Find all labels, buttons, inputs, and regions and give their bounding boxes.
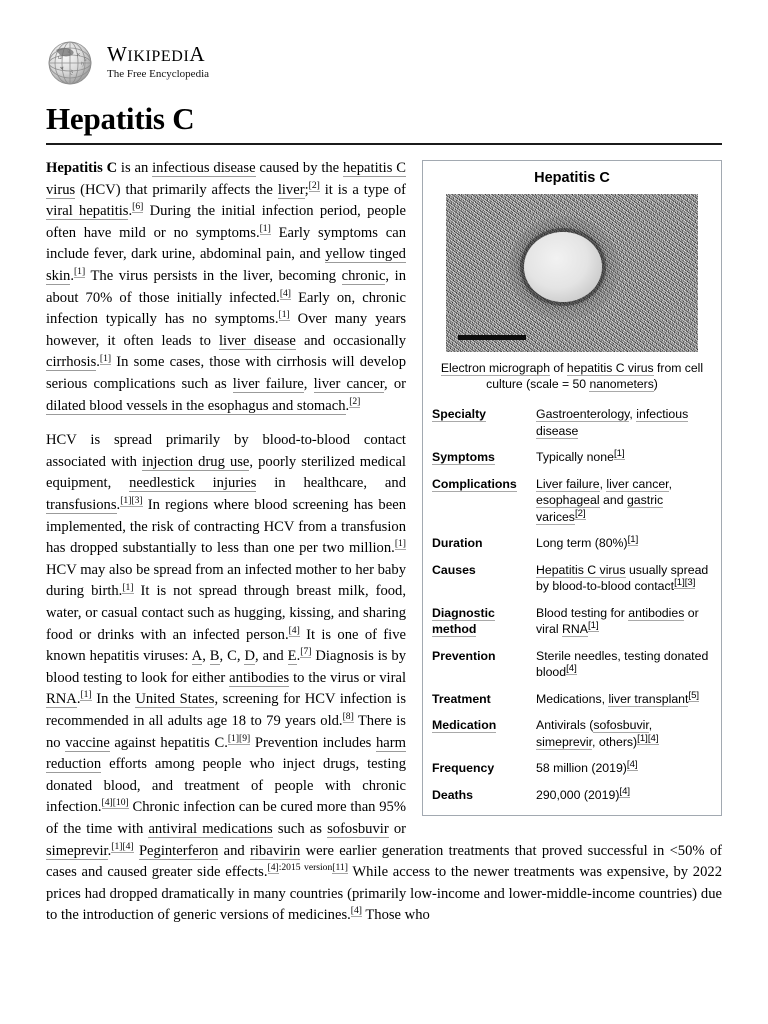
svg-text:5: 5 bbox=[84, 58, 87, 63]
body-text: in healthcare, and bbox=[256, 475, 406, 492]
infobox-row bbox=[423, 401, 721, 444]
citation-link[interactable]: [1] bbox=[80, 689, 92, 701]
infobox-value-text: , bbox=[648, 718, 653, 733]
body-text: , screening for HCV infection is recommended in all adults age 18 to 79 years old. bbox=[46, 691, 406, 729]
infobox-row-value bbox=[534, 557, 721, 600]
infobox-value-link[interactable]: RNA bbox=[561, 622, 588, 637]
body-link[interactable]: hepatitis C virus bbox=[46, 160, 406, 198]
citation-link[interactable]: [4][10] bbox=[101, 797, 129, 809]
body-text: (HCV) that primarily affects the bbox=[75, 181, 278, 198]
infobox-row-value bbox=[534, 600, 721, 643]
body-link[interactable]: cirrhosis bbox=[46, 354, 97, 371]
infobox-value-citation bbox=[614, 448, 625, 460]
title-divider bbox=[46, 143, 722, 145]
body-text: were earlier generation treatments that proved successful in <50% of cases and caused greater side effects. bbox=[46, 842, 722, 881]
citation-link[interactable]: [4] bbox=[350, 905, 362, 917]
body-text: . bbox=[116, 497, 121, 513]
infobox-row bbox=[423, 782, 721, 816]
body-text: It is not spread through breast milk, food, water, or casual contact such as hugging, kissing, and sharing food or drinks with an infected person. bbox=[46, 583, 406, 643]
body-link[interactable]: injection drug use bbox=[142, 453, 250, 470]
infobox-caption bbox=[423, 354, 721, 401]
citation-link[interactable]: [2] bbox=[349, 395, 361, 407]
infobox-row bbox=[423, 600, 721, 643]
caption-link-electron-micrograph[interactable]: Electron micrograph bbox=[440, 361, 550, 376]
caption-text-scale: from cell culture (scale = 50 bbox=[486, 361, 704, 392]
infobox-row-label: Deaths bbox=[432, 787, 474, 802]
body-text: to the virus or viral bbox=[289, 669, 406, 686]
infobox-row bbox=[423, 557, 721, 600]
body-text: and bbox=[218, 842, 251, 859]
infobox-value-text: Medications, bbox=[536, 691, 609, 706]
infobox-row bbox=[423, 755, 721, 782]
infobox-value-link[interactable]: Hepatitis C virus bbox=[536, 562, 626, 577]
infobox-table bbox=[423, 401, 721, 815]
page-title: Hepatitis C bbox=[46, 101, 195, 136]
scale-bar bbox=[458, 335, 526, 340]
body-citation bbox=[102, 797, 129, 809]
infobox-row-label bbox=[423, 600, 534, 643]
infobox-value-text: , bbox=[599, 476, 607, 491]
body-text: or bbox=[388, 820, 407, 837]
infobox-row-value bbox=[534, 782, 721, 816]
citation-link[interactable]: [1] bbox=[278, 309, 290, 321]
infobox-label-link[interactable]: Medication bbox=[432, 718, 497, 733]
infobox-value-link[interactable]: antibodies bbox=[628, 605, 685, 620]
wikipedia-wordmark-block bbox=[107, 44, 209, 83]
body-text: , poorly sterilized medical equipment, bbox=[46, 453, 406, 492]
body-link[interactable]: B bbox=[209, 648, 220, 665]
body-text: . bbox=[296, 648, 301, 665]
body-text: Early on, chronic infection typically has no symptoms. bbox=[46, 289, 406, 328]
body-text: In the bbox=[91, 691, 136, 708]
infobox-value-link[interactable]: infectious disease bbox=[536, 407, 689, 438]
page-header bbox=[0, 0, 768, 145]
citation-link[interactable]: [1][3] bbox=[674, 577, 696, 589]
citation-link[interactable]: [1] bbox=[73, 266, 86, 278]
infobox-value-citation bbox=[619, 786, 630, 798]
body-text: Chronic infection can be cured more than 95% of the time with bbox=[46, 799, 406, 837]
infobox-row-value bbox=[534, 471, 721, 531]
infobox-value-citation bbox=[688, 690, 699, 702]
citation-link[interactable]: [7] bbox=[300, 646, 312, 658]
infobox-row-label: Causes bbox=[432, 562, 476, 577]
body-link[interactable]: transfusions bbox=[46, 497, 117, 513]
virion-particle bbox=[524, 232, 602, 302]
body-text: against hepatitis C. bbox=[109, 734, 228, 751]
infobox-label-link[interactable]: Symptoms bbox=[432, 450, 495, 465]
body-link[interactable]: E bbox=[287, 648, 297, 665]
body-citation bbox=[100, 353, 111, 365]
wordmark-mid: IKIPEDI bbox=[127, 48, 190, 66]
infobox-row bbox=[423, 712, 721, 755]
body-link[interactable]: liver disease bbox=[218, 332, 296, 349]
electron-micrograph-image[interactable] bbox=[446, 194, 698, 352]
body-citation bbox=[122, 582, 133, 594]
caption-link-nanometers[interactable]: nanometers bbox=[589, 377, 654, 392]
body-citation bbox=[80, 689, 91, 701]
body-citation bbox=[309, 180, 320, 192]
infobox-label-link[interactable]: Complications bbox=[432, 476, 517, 491]
body-citation bbox=[132, 201, 143, 213]
citation-link[interactable]: [5] bbox=[688, 689, 700, 701]
infobox-value-text: , others) bbox=[592, 734, 638, 749]
body-citation bbox=[289, 625, 300, 637]
body-text: . bbox=[345, 397, 350, 414]
body-link[interactable]: liver bbox=[277, 181, 305, 198]
body-link[interactable]: vaccine bbox=[65, 734, 110, 751]
infobox-row-label: Treatment bbox=[432, 691, 491, 706]
infobox-value-link[interactable]: liver cancer bbox=[606, 476, 669, 491]
body-text: There is no bbox=[46, 712, 406, 751]
infobox-value-text: 58 million (2019) bbox=[536, 761, 627, 776]
body-link[interactable]: liver failure bbox=[232, 376, 304, 393]
body-citation bbox=[268, 862, 279, 874]
citation-link[interactable]: [1] bbox=[394, 538, 406, 550]
body-link[interactable]: RNA bbox=[46, 691, 77, 708]
body-text: , C, bbox=[219, 648, 245, 665]
infobox-value-text: or viral bbox=[536, 605, 699, 637]
citation-link[interactable]: [1][4] bbox=[111, 840, 134, 852]
infobox-row-value bbox=[534, 686, 721, 713]
citation-link[interactable]: [4] bbox=[279, 287, 291, 299]
body-link[interactable]: needlestick injuries bbox=[129, 475, 257, 492]
body-text: ; bbox=[304, 181, 309, 198]
body-link[interactable]: D bbox=[244, 648, 256, 665]
infobox-image-wrap bbox=[423, 194, 721, 354]
infobox-title: Hepatitis C bbox=[534, 170, 610, 187]
infobox-row-label: Frequency bbox=[432, 761, 495, 776]
infobox-row bbox=[423, 444, 721, 471]
infobox-value-text: , bbox=[668, 476, 673, 491]
infobox-row-value bbox=[534, 444, 721, 471]
infobox-row-label bbox=[423, 444, 534, 471]
body-citation bbox=[228, 733, 250, 745]
citation-link[interactable]: [1][9] bbox=[227, 732, 251, 744]
infobox-value-citation bbox=[637, 733, 658, 745]
body-link[interactable]: harm reduction bbox=[46, 734, 406, 773]
citation-link[interactable]: [1] bbox=[259, 223, 271, 235]
body-link[interactable]: dilated blood vessels in the esophagus and stomach bbox=[46, 397, 346, 414]
infobox-value-link[interactable]: simeprevir bbox=[536, 734, 593, 749]
body-citation bbox=[111, 841, 133, 853]
infobox-value-text: Typically none bbox=[536, 450, 614, 465]
infobox-value-citation bbox=[627, 759, 638, 771]
body-link[interactable]: chronic bbox=[341, 268, 386, 285]
infobox-row-label bbox=[423, 401, 534, 444]
body-text: Early symptoms can include fever, dark urine, abdominal pain, and bbox=[46, 224, 406, 263]
infobox-row-value bbox=[534, 530, 721, 557]
infobox-row-value bbox=[534, 401, 721, 444]
citation-link[interactable]: [11] bbox=[332, 862, 348, 874]
svg-text:り: り bbox=[80, 63, 86, 68]
body-text: While access to the newer treatments was expensive, by 2022 prices had dropped dramatically in many countries (primarily low-income and lower-middle-income countries) due to the introduction of generic versions of medicines. bbox=[46, 864, 722, 924]
infobox-row bbox=[423, 530, 721, 557]
infobox-row-label bbox=[423, 712, 534, 755]
infobox-row bbox=[423, 643, 721, 686]
citation-link[interactable]: [1] bbox=[627, 534, 639, 546]
infobox-row-value bbox=[534, 712, 721, 755]
citation-link[interactable]: [4] bbox=[566, 663, 577, 675]
body-link[interactable]: Peginterferon bbox=[138, 842, 219, 859]
wikipedia-tagline: The Free Encyclopedia bbox=[107, 68, 210, 81]
body-text: efforts among people who inject drugs, testing donated blood, and treatment of people with chronic infection. bbox=[46, 756, 406, 816]
body-text: , bbox=[303, 376, 314, 393]
svg-text:さ: さ bbox=[69, 71, 75, 76]
caption-link-hcv[interactable]: hepatitis C virus bbox=[566, 361, 654, 376]
infobox-row-value bbox=[534, 755, 721, 782]
citation-link[interactable]: [1] bbox=[99, 352, 112, 364]
wikipedia-wordmark bbox=[107, 44, 209, 65]
infobox-value-citation bbox=[575, 508, 586, 520]
body-citation bbox=[395, 538, 406, 550]
article-body bbox=[0, 158, 768, 940]
infobox bbox=[422, 160, 722, 816]
body-text: . bbox=[70, 268, 74, 285]
citation-link[interactable]: [1][4] bbox=[637, 732, 659, 744]
body-text: , in about 70% of those initially infected. bbox=[46, 268, 406, 306]
body-text: it is a type of bbox=[319, 181, 406, 198]
body-text: Those who bbox=[361, 907, 430, 924]
citation-link[interactable]: [4] bbox=[288, 624, 300, 636]
body-link[interactable]: antiviral medications bbox=[148, 820, 273, 837]
citation-link[interactable]: [1] bbox=[122, 581, 134, 593]
body-link[interactable]: infectious disease bbox=[152, 160, 256, 177]
body-citation bbox=[332, 862, 348, 874]
infobox-value-citation bbox=[674, 577, 695, 589]
body-link[interactable]: United States bbox=[135, 691, 215, 708]
infobox-row-label: Prevention bbox=[432, 648, 496, 663]
citation-link[interactable]: [4] bbox=[267, 862, 279, 874]
citation-link[interactable]: [6] bbox=[132, 201, 144, 213]
infobox-row bbox=[423, 471, 721, 531]
citation-link[interactable]: [4] bbox=[619, 785, 631, 797]
infobox-value-link[interactable]: liver transplant bbox=[608, 691, 689, 706]
body-citation bbox=[351, 905, 362, 917]
caption-text-close: ) bbox=[653, 377, 658, 392]
infobox-value-text: Long term (80%) bbox=[536, 536, 628, 551]
citation-link[interactable]: [1] bbox=[613, 448, 625, 460]
body-text: caused by the bbox=[255, 160, 343, 177]
infobox-row-label bbox=[423, 471, 534, 531]
infobox-value-text: , bbox=[629, 407, 637, 422]
infobox-value-citation bbox=[628, 534, 639, 546]
body-text: HCV may also be spread from an infected mother to her baby during birth. bbox=[46, 561, 407, 600]
wordmark-w: W bbox=[107, 42, 128, 67]
citation-link[interactable]: [2] bbox=[574, 507, 586, 519]
citation-link[interactable]: [1][3] bbox=[120, 495, 143, 507]
infobox-value-text: 290,000 (2019) bbox=[536, 787, 620, 802]
infobox-value-text: usually spread by blood-to-blood contact bbox=[536, 562, 709, 594]
body-text: Prevention includes bbox=[250, 734, 376, 751]
svg-text:א: א bbox=[77, 53, 81, 58]
body-bold-term: Hepatitis C bbox=[46, 160, 118, 177]
svg-text:Ω: Ω bbox=[58, 56, 62, 61]
body-link[interactable]: sofosbuvir bbox=[327, 820, 389, 837]
body-citation bbox=[280, 288, 291, 300]
wordmark-a: A bbox=[189, 42, 206, 67]
body-text: HCV is spread primarily by blood-to-blood contact associated with bbox=[46, 432, 406, 470]
infobox-label-link[interactable]: Diagnostic method bbox=[432, 605, 495, 637]
body-text: , and bbox=[255, 648, 288, 665]
body-citation bbox=[279, 309, 290, 321]
body-text: is an bbox=[117, 160, 153, 177]
body-link[interactable]: liver cancer bbox=[313, 376, 385, 393]
body-text: such as bbox=[272, 820, 328, 837]
body-citation bbox=[74, 266, 85, 278]
body-citation bbox=[300, 646, 311, 658]
body-text: and occasionally bbox=[295, 332, 407, 349]
infobox-value-text: Sterile needles, testing donated blood bbox=[536, 648, 709, 680]
infobox-row-value bbox=[534, 643, 721, 686]
body-link[interactable]: yellow tinged skin bbox=[46, 246, 406, 285]
body-text: The virus persists in the liver, becoming bbox=[85, 268, 342, 285]
wikipedia-globe-logo bbox=[46, 39, 96, 89]
body-text: In some cases, those with cirrhosis will develop serious complications such as bbox=[46, 354, 406, 393]
infobox-value-link[interactable]: esophageal bbox=[536, 493, 600, 508]
body-link[interactable]: A bbox=[191, 648, 203, 665]
body-citation bbox=[343, 711, 354, 723]
body-text: During the initial infection period, people often have mild or no symptoms. bbox=[46, 203, 406, 241]
infobox-label-link[interactable]: Specialty bbox=[432, 407, 486, 422]
body-text: It is one of five known hepatitis viruses: bbox=[46, 626, 406, 665]
citation-link[interactable]: [8] bbox=[342, 711, 354, 723]
infobox-value-text: Blood testing for bbox=[536, 605, 629, 620]
infobox-value-link[interactable]: Gastroenterology bbox=[536, 407, 630, 422]
body-text: , bbox=[202, 648, 210, 665]
body-text: In regions where blood screening has been implemented, the risk of contracting HCV from a transfusion has dropped substantially to less than one per two million. bbox=[46, 497, 406, 557]
infobox-value-link[interactable]: sofosbuvir bbox=[593, 718, 649, 733]
body-text: . bbox=[96, 354, 100, 371]
infobox-value-citation bbox=[588, 620, 599, 632]
infobox-value-text: Antivirals ( bbox=[536, 718, 594, 733]
infobox-value-text: and bbox=[599, 493, 627, 508]
body-link[interactable]: simeprevir bbox=[46, 842, 108, 859]
caption-text-of: of bbox=[549, 361, 567, 376]
infobox-row-label: Duration bbox=[432, 536, 483, 551]
citation-link[interactable]: [1] bbox=[587, 620, 599, 632]
body-text: . bbox=[107, 842, 112, 859]
infobox-rows bbox=[423, 401, 721, 815]
body-link[interactable]: viral hepatitis bbox=[46, 203, 129, 220]
infobox-row bbox=[423, 686, 721, 713]
body-text: , or bbox=[384, 376, 407, 393]
infobox-value-link[interactable]: Liver failure bbox=[536, 476, 600, 491]
body-citation bbox=[120, 495, 142, 507]
svg-text:भ: भ bbox=[60, 67, 64, 72]
body-text: Diagnosis is by blood testing to look for either bbox=[46, 648, 407, 686]
citation-link[interactable]: [2] bbox=[308, 179, 320, 191]
body-text: . bbox=[128, 203, 133, 220]
body-text: Over many years however, it often leads to bbox=[46, 311, 406, 349]
citation-link[interactable]: [4] bbox=[626, 759, 638, 771]
body-link[interactable]: antibodies bbox=[229, 669, 290, 686]
body-citation bbox=[349, 396, 360, 408]
body-text: . bbox=[76, 691, 81, 708]
infobox-value-citation bbox=[566, 663, 577, 675]
infobox-value-link[interactable]: gastric varices bbox=[536, 493, 664, 524]
body-citation bbox=[260, 223, 271, 235]
wikipedia-brand bbox=[46, 38, 722, 90]
body-page-note: :2015 version bbox=[278, 862, 333, 874]
body-link[interactable]: ribavirin bbox=[250, 842, 301, 859]
